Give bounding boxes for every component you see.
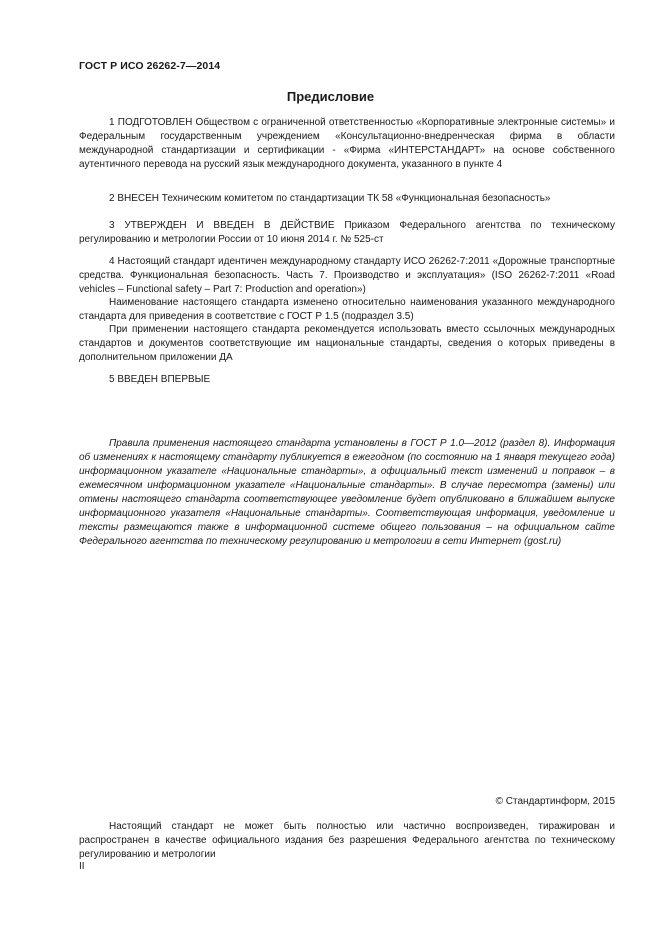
page-number: II: [79, 861, 85, 872]
paragraph-name-changed: Наименование настоящего стандарта изменено относительно наименования указанного международного стандарта для приведения в соответствие с ГОСТ Р 1.5 (подраздел 3.5): [79, 297, 615, 322]
copyright-line: © Стандартинформ, 2015: [495, 796, 615, 807]
reproduction-notice: Настоящий стандарт не может быть полностью или частично воспроизведен, тиражирован и распространен в качестве официального издания без разрешения Федерального агентства по техническому регулированию и метрологии: [79, 821, 615, 860]
paragraph-first-introduced: 5 ВВЕДЕН ВПЕРВЫЕ: [109, 374, 211, 385]
paragraph-prepared-by: 1 ПОДГОТОВЛЕН Обществом с ограниченной ответственностью «Корпоративные электронные системы» и Федеральным государственным учреждением «Консультационно-внедренческая фирма в области международной стандартизации и сертификации - «Фирма «ИНТЕРСТАНДАРТ» на основе собственного аутентичного перевода на русский язык международного документа, указанного в пункте 4: [79, 117, 615, 170]
document-header: ГОСТ Р ИСО 26262-7—2014: [79, 60, 221, 72]
paragraph-references: При применении настоящего стандарта рекомендуется использовать вместо ссылочных международных стандартов и документов соответствующие им национальные стандарты, сведения о которых приведены в дополнительном приложении ДА: [79, 324, 615, 363]
paragraph-identical-standard: 4 Настоящий стандарт идентичен международному стандарту ИСО 26262-7:2011 «Дорожные транспортные средства. Функциональная безопасность. Часть 7. Производство и эксплуатация» (ISO 26262-7:2011 «Road vehicles – Functional safety – Part 7: Production and operation»): [79, 256, 615, 295]
paragraph-introduced-by: 2 ВНЕСЕН Техническим комитетом по стандартизации ТК 58 «Функциональная безопасность»: [109, 193, 551, 204]
paragraph-approved: 3 УТВЕРЖДЕН И ВВЕДЕН В ДЕЙСТВИЕ Приказом Федерального агентства по техническому регулированию и метрологии России от 10 июня 2014 г. № 525-ст: [79, 220, 615, 245]
application-rules-notice: Правила применения настоящего стандарта установлены в ГОСТ Р 1.0—2012 (раздел 8). Информация об изменениях к настоящему стандарту публикуется в ежегодном (по состоянию на 1 января текущего года) информационном указателе «Национальные стандарты», а официальный текст изменений и поправок – в ежемесячном информационном указателе «Национальные стандарты». В случае пересмотра (замены) или отмены настоящего стандарта соответствующее уведомление будет опубликовано в ближайшем выпуске информационного указателя «Национальные стандарты». Соответствующая информация, уведомление и тексты размещаются также в информационной системе общего пользования – на официальном сайте Федерального агентства по техническому регулированию и метрологии в сети Интернет (gost.ru): [79, 438, 615, 547]
page-title: Предисловие: [286, 89, 375, 104]
